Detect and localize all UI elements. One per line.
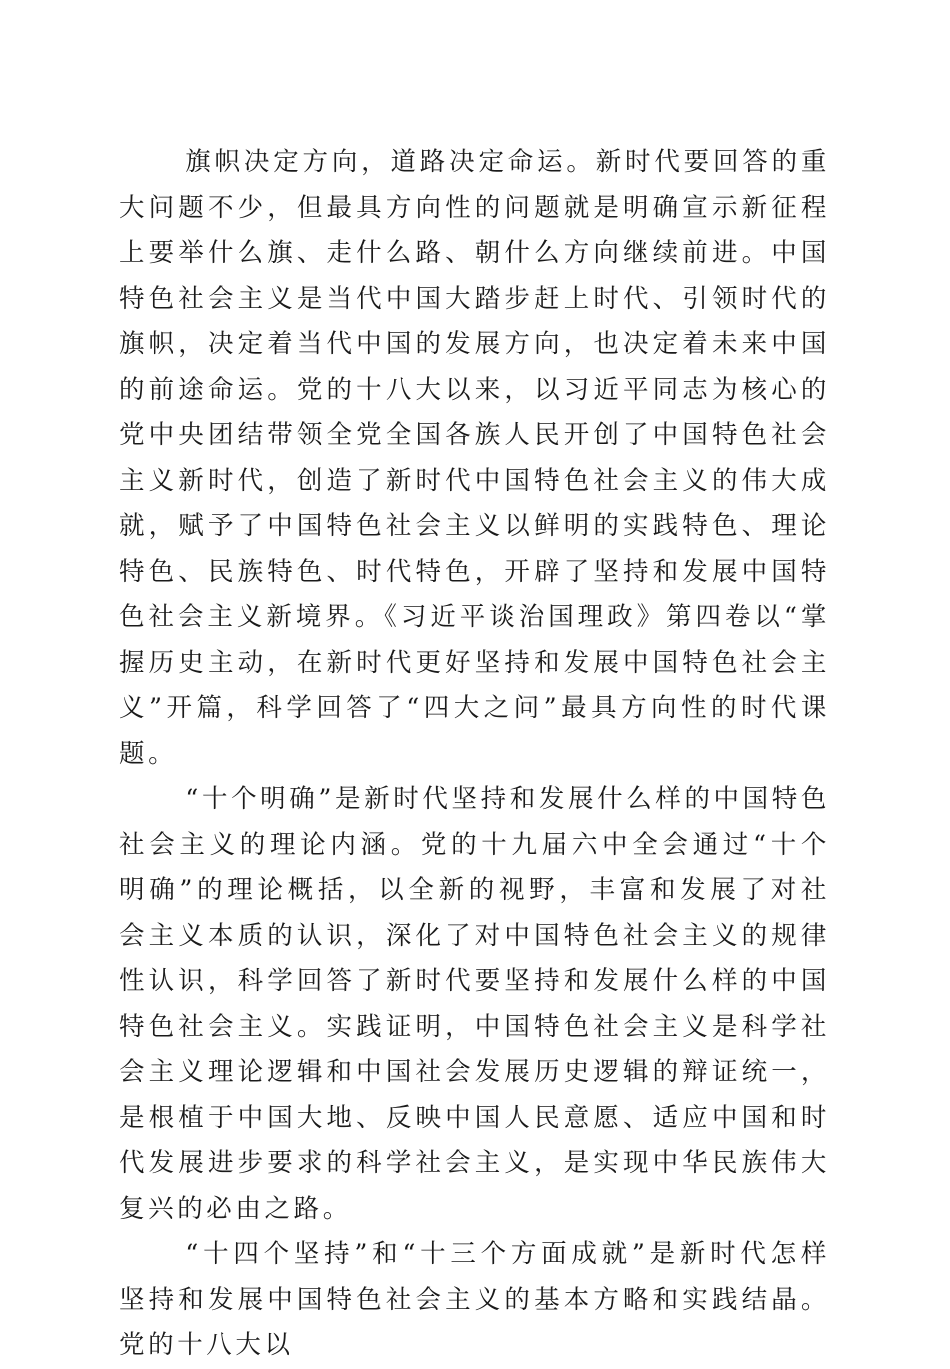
paragraph-banner-direction: 旗帜决定方向，道路决定命运。新时代要回答的重大问题不少，但最具方向性的问题就是明确宣示新征程上要举什么旗、走什么路、朝什么方向继续前进。中国特色社会主义是当代中国大踏步赶上时代、引领时代的旗帜，决定着当代中国的发展方向，也决定着未来中国的前途命运。党的十八大以来，以习近平同志为核心的党中央团结带领全党全国各族人民开创了中国特色社会主义新时代，创造了新时代中国特色社会主义的伟大成就，赋予了中国特色社会主义以鲜明的实践特色、理论特色、民族特色、时代特色，开辟了坚持和发展中国特色社会主义新境界。《习近平谈治国理政》第四卷以“掌握历史主动，在新时代更好坚持和发展中国特色社会主义”开篇，科学回答了“四大之问”最具方向性的时代课题。: [119, 147, 830, 769]
paragraph-fourteen-commitments: “十四个坚持”和“十三个方面成就”是新时代怎样坚持和发展中国特色社会主义的基本方略和实践结晶。党的十八大以: [119, 1239, 830, 1360]
paragraph-ten-clarifications: “十个明确”是新时代坚持和发展什么样的中国特色社会主义的理论内涵。党的十九届六中全会通过“十个明确”的理论概括，以全新的视野，丰富和发展了对社会主义本质的认识，深化了对中国特色社会主义的规律性认识，科学回答了新时代要坚持和发展什么样的中国特色社会主义。实践证明，中国特色社会主义是科学社会主义理论逻辑和中国社会发展历史逻辑的辩证统一，是根植于中国大地、反映中国人民意愿、适应中国和时代发展进步要求的科学社会主义，是实现中华民族伟大复兴的必由之路。: [119, 784, 830, 1224]
document-body: [119, 140, 830, 1369]
